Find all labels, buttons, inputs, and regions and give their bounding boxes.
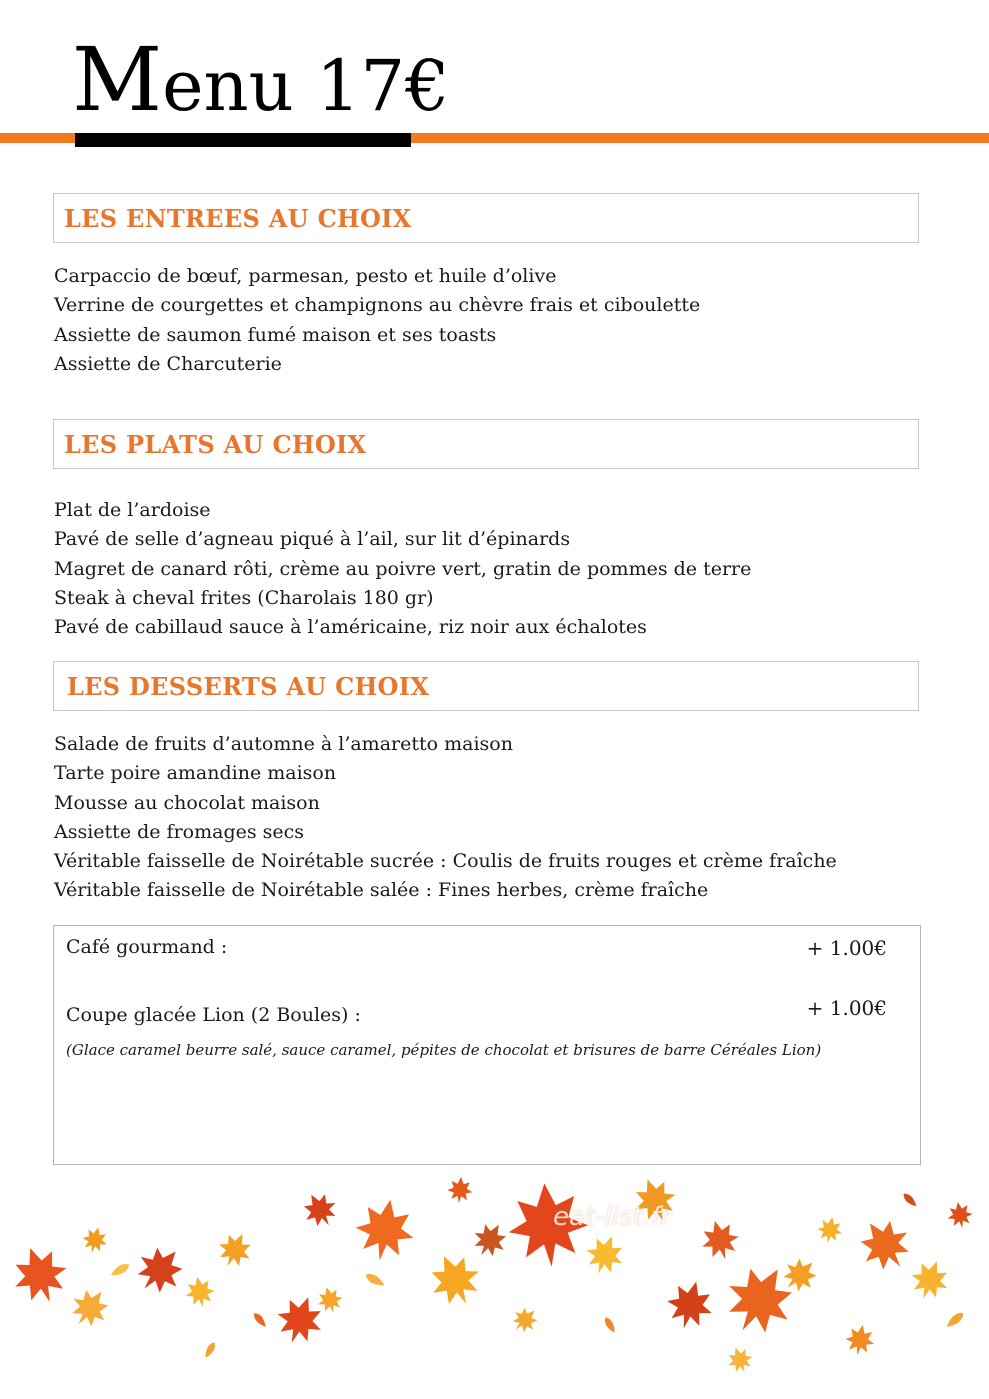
coupe-glacee-note: (Glace caramel beurre salé, sauce caramel, pépites de chocolat et brisures de barre Céréales Lion)	[66, 1041, 822, 1059]
leaf-cluster-right	[697, 1191, 975, 1376]
plats-list	[54, 496, 751, 642]
title-rule-black	[75, 133, 411, 147]
list-item: Steak à cheval frites (Charolais 180 gr)	[54, 586, 434, 609]
menu-title-initial: M	[72, 28, 163, 131]
extras-box	[53, 925, 921, 1165]
desserts-list	[54, 730, 837, 906]
menu-title	[72, 28, 450, 131]
list-item: Salade de fruits d’automne à l’amaretto maison	[54, 733, 513, 755]
section-entrees-header	[53, 193, 919, 243]
section-desserts-header	[53, 661, 919, 711]
section-plats-header	[53, 419, 919, 469]
list-item: Véritable faisselle de Noirétable salée : Fines herbes, crème fraîche	[54, 879, 709, 902]
list-item: Pavé de selle d’agneau piqué à l’ail, sur lit d’épinards	[54, 528, 571, 551]
menu-title-rest: enu 17€	[162, 45, 450, 127]
list-item: Tarte poire amandine maison	[54, 762, 337, 785]
entrees-list	[54, 262, 700, 379]
list-item: Magret de canard rôti, crème au poivre vert, gratin de pommes de terre	[54, 557, 752, 580]
coupe-glacee-price: + 1.00€	[806, 996, 887, 1020]
cafe-gourmand-price: + 1.00€	[806, 936, 887, 960]
list-item: Assiette de fromages secs	[54, 820, 305, 843]
list-item: Assiette de saumon fumé maison et ses toasts	[54, 323, 497, 346]
cafe-gourmand-label: Café gourmand :	[66, 936, 228, 958]
list-item: Pavé de cabillaud sauce à l’américaine, riz noir aux échalotes	[54, 616, 647, 639]
list-item: Carpaccio de bœuf, parmesan, pesto et huile d’olive	[54, 265, 557, 287]
watermark: eat-list.fr	[553, 1202, 671, 1232]
autumn-leaves-illustration	[0, 1170, 989, 1399]
list-item: Mousse au chocolat maison	[54, 791, 320, 814]
coupe-glacee-label: Coupe glacée Lion (2 Boules) :	[66, 1004, 361, 1026]
list-item: Verrine de courgettes et champignons au chèvre frais et ciboulette	[54, 294, 701, 317]
leaf-cluster-left	[5, 1176, 474, 1360]
section-desserts-title: LES DESSERTS AU CHOIX	[67, 672, 430, 701]
list-item: Plat de l’ardoise	[54, 499, 211, 521]
section-entrees-title: LES ENTREES AU CHOIX	[64, 204, 412, 233]
list-item: Assiette de Charcuterie	[54, 352, 282, 375]
list-item: Véritable faisselle de Noirétable sucrée : Coulis de fruits rouges et crème fraîche	[54, 850, 837, 873]
section-plats-title: LES PLATS AU CHOIX	[64, 430, 367, 459]
